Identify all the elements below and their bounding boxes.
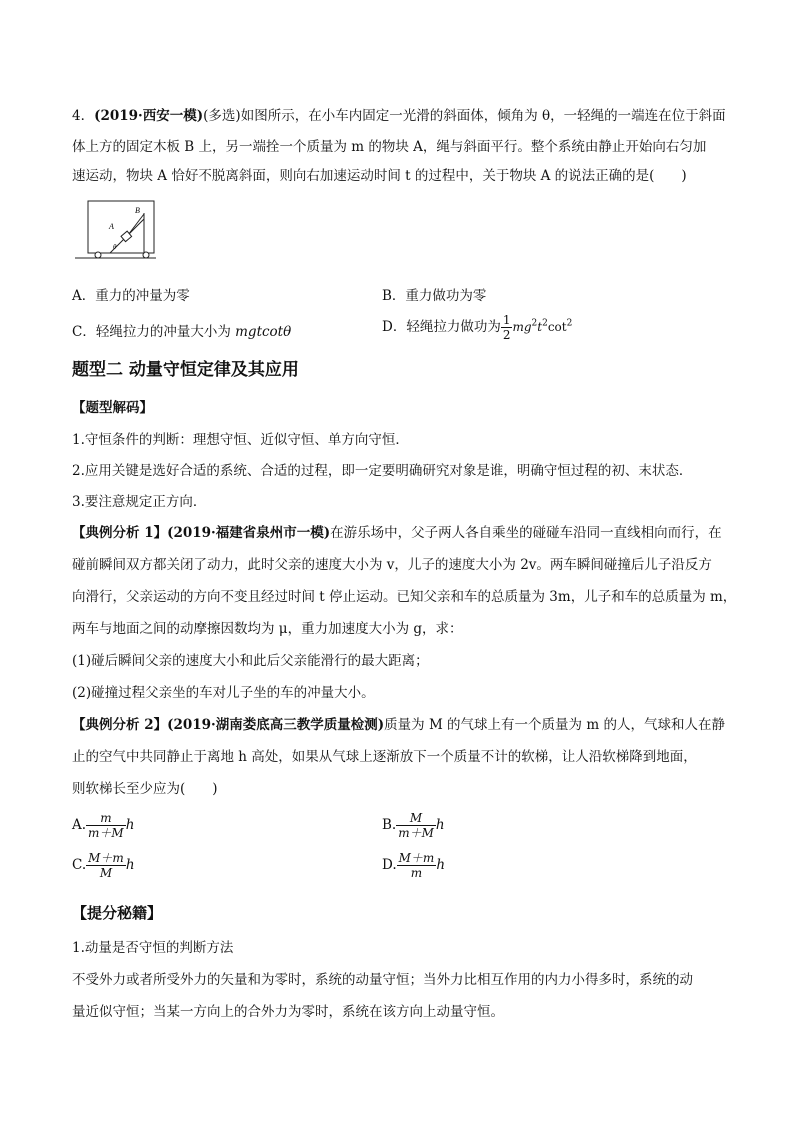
frac-den: m (410, 866, 423, 880)
option-a-label: A. (72, 817, 87, 833)
decode-point-1: 1.守恒条件的判断：理想守恒、近似守恒、单方向守恒． (72, 432, 409, 448)
q4-line-1 (72, 106, 726, 126)
tips-title: 【提分秘籍】 (72, 904, 163, 922)
frac-den: M (99, 866, 113, 880)
tips-line-1: 不受外力或者所受外力的矢量和为零时，系统的动量守恒；当外力比相互作用的内力小得多时，系统的动 (72, 972, 693, 988)
frac-den: 2 (502, 328, 511, 342)
q4-option-d-label: D．轻绳拉力做功为 (382, 319, 501, 335)
example1-label: 【典例分析 1】 (72, 525, 168, 541)
q4-line-3: 速运动，物块 A 恰好不脱离斜面，则向右加速运动时间 t 的过程中，关于物块 A 的说法正确的是( ) (72, 168, 687, 184)
q4-option-c-expr: mgtcotθ (235, 324, 292, 340)
incline-cart-diagram (72, 198, 158, 264)
decode-title: 【题型解码】 (72, 400, 153, 416)
example1-line-1 (72, 523, 722, 543)
q4-source: (2019·西安一模) (94, 108, 204, 124)
q4-option-b: B．重力做功为零 (382, 288, 487, 304)
option-c-label: C. (72, 857, 87, 873)
option-a-h: h (125, 817, 135, 833)
q4-text-1: 如图所示，在小车内固定一光滑的斜面体，倾角为 θ，一轻绳的一端连在位于斜面 (240, 108, 726, 124)
cart-wheel-left (95, 252, 101, 258)
example2-option-c (72, 851, 135, 880)
decode-point-2: 2.应用关键是选好合适的系统、合适的过程，即一定要明确研究对象是谁，明确守恒过程的初、末状态． (72, 463, 693, 479)
option-d-fraction (397, 851, 437, 880)
option-b-h: h (435, 817, 445, 833)
example2-line-1 (72, 715, 725, 735)
q4-line-2: 体上方的固定木板 B 上，另一端拴一个质量为 m 的物块 A，绳与斜面平行。整个系统由静止开始向右匀加 (72, 139, 707, 155)
option-a-fraction (86, 811, 126, 840)
example2-option-a (72, 811, 134, 840)
sup-3: 2 (566, 318, 573, 329)
frac-den: m＋M (398, 826, 434, 840)
example1-line-4: 两车与地面之间的动摩擦因数均为 μ，重力加速度大小为 g，求： (72, 621, 463, 637)
q4-type: (多选) (203, 108, 241, 124)
label-a: A (109, 222, 114, 231)
option-b-label: B. (382, 817, 397, 833)
option-d-h: h (436, 857, 446, 873)
sup-1: 2 (531, 318, 538, 329)
frac-num: M＋m (88, 851, 124, 865)
q4-option-d-mg: mg (512, 320, 532, 334)
example1-text-1: 在游乐场中，父子两人各自乘坐的碰碰车沿同一直线相向而行，在 (330, 525, 722, 541)
example1-question-1: (1)碰后瞬间父亲的速度大小和此后父亲能滑行的最大距离； (72, 653, 429, 669)
example2-option-b (382, 811, 445, 840)
tips-line-2: 量近似守恒；当某一方向上的合外力为零时，系统在该方向上动量守恒。 (72, 1004, 504, 1020)
decode-point-3: 3.要注意规定正方向． (72, 494, 207, 510)
frac-den: m＋M (88, 826, 124, 840)
q4-option-c (72, 320, 291, 340)
q4-option-d-t: t (537, 320, 543, 334)
q4-option-d-cot: cot (547, 320, 567, 334)
frac-num: M (396, 811, 436, 826)
light-rope (128, 214, 144, 235)
example2-source: (2019·湖南娄底高三教学质量检测) (167, 717, 385, 733)
option-c-fraction (86, 851, 126, 880)
q4-option-d-fraction (501, 313, 513, 342)
example2-option-d (382, 851, 445, 880)
label-b: B (135, 206, 140, 215)
option-d-label: D. (382, 857, 397, 873)
frac-num: M＋m (398, 851, 435, 865)
q4-number: 4． (72, 108, 95, 124)
q4-option-a: A．重力的冲量为零 (72, 288, 190, 304)
label-theta: θ (113, 243, 117, 251)
example1-line-2: 碰前瞬间双方都关闭了动力，此时父亲的速度大小为 v，儿子的速度大小为 2v。两车瞬间碰撞后儿子沿反方 (72, 557, 712, 573)
example1-question-2: (2)碰撞过程父亲坐的车对儿子坐的车的冲量大小。 (72, 685, 375, 701)
example2-label: 【典例分析 2】 (72, 717, 168, 733)
q4-option-c-label: C．轻绳拉力的冲量大小为 (72, 324, 236, 340)
option-c-h: h (125, 857, 135, 873)
frac-num: 1 (502, 313, 511, 327)
tips-subtitle: 1.动量是否守恒的判断方法 (72, 940, 234, 956)
example2-line-2: 止的空气中共同静止于离地 h 高处，如果从气球上逐渐放下一个质量不计的软梯，让人沿软梯降到地面， (72, 749, 697, 765)
option-b-fraction (396, 811, 436, 840)
example1-source: (2019·福建省泉州市一模) (167, 525, 331, 541)
q4-option-d (382, 313, 572, 342)
frac-num: m (86, 811, 126, 826)
sup-2: 2 (542, 318, 548, 329)
example1-line-3: 向滑行，父亲运动的方向不变且经过时间 t 停止运动。已知父亲和车的总质量为 3m，儿子和车的总质量为 m， (72, 589, 737, 605)
example2-line-3: 则软梯长至少应为( ) (72, 781, 218, 797)
section-title: 题型二 动量守恒定律及其应用 (72, 360, 299, 380)
example2-text-1: 质量为 M 的气球上有一个质量为 m 的人，气球和人在静 (384, 717, 725, 733)
